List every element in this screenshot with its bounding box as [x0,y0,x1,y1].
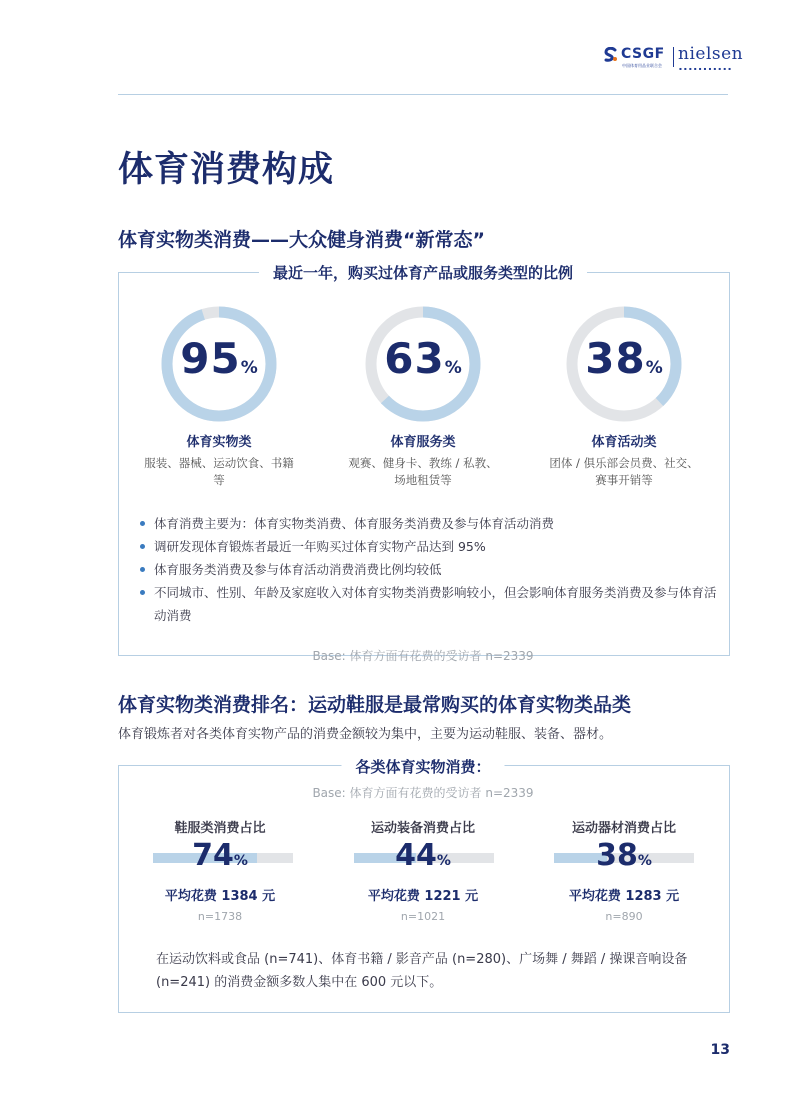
section2-intro: 体育锻炼者对各类体育实物产品的消费金额较为集中，主要为运动鞋服、装备、器材。 [118,727,613,742]
avg-spend-gear: 平均花费 1283 元 [568,889,680,904]
list-item: 体育消费主要为：体育实物类消费、体育服务类消费及参与体育活动消费 [138,512,720,535]
avg-spend-equipment: 平均花费 1221 元 [367,889,479,904]
donut-label-physical: 体育实物类 [186,435,252,450]
metric-value-unit: % [233,853,248,869]
donut-value-number: 63 [384,334,445,383]
metric-value-number: 74 [192,838,234,873]
donut-value-activity [544,334,704,383]
donut-label-service: 体育服务类 [390,435,456,450]
page-title: 体育消费构成 [118,150,335,190]
metric-value-unit: % [436,853,451,869]
list-item: 不同城市、性别、年龄及家庭收入对体育实物类消费影响较小，但会影响体育服务类消费及参与体育活动消费 [138,581,720,627]
donut-desc-activity: 团体 / 俱乐部会员费、社交、赛事开销等 [549,456,699,487]
metric-value-number: 44 [395,838,437,873]
donut-value-number: 38 [585,334,646,383]
nielsen-logo-dots: ▪▪▪▪▪▪▪▪▪▪▪ [679,66,734,71]
list-item: 调研发现体育锻炼者最近一年购买过体育实物产品达到 95% [138,535,720,558]
logo-separator [673,47,674,67]
section2-note: 在运动饮料或食品 (n=741)、体育书籍 / 影音产品 (n=280)、广场舞 / 舞蹈 / 操课音响设备 (n=241) 的消费金额多数人集中在 600 元以下。 [156,952,688,990]
page-number: 13 [710,1042,730,1058]
sample-size-equipment: n=1021 [400,910,446,923]
metric-value-gear [596,838,652,873]
donut-value-unit: % [240,358,258,378]
donut-desc-physical: 服装、器械、运动饮食、书籍等 [144,456,294,487]
metric-value-apparel [192,838,248,873]
csgf-logo-mark-icon [604,47,618,63]
donut-value-unit: % [444,358,462,378]
metric-value-equipment [395,838,451,873]
section2-box-title: 各类体育实物消费： [341,756,504,777]
nielsen-logo: nielsen [678,44,744,64]
metric-label-equipment: 运动装备消费占比 [370,821,476,836]
donut-value-unit: % [645,358,663,378]
donut-label-activity: 体育活动类 [591,435,657,450]
csgf-logo-subtext: 中国体育用品业联合会 [622,63,662,68]
metric-label-apparel: 鞋服类消费占比 [174,821,266,836]
metric-value-number: 38 [596,838,638,873]
header-divider [118,94,728,95]
donut-value-service [343,334,503,383]
csgf-logo [604,46,668,70]
section2-base-note: Base: 体育方面有花费的受访者 n=2339 [312,786,534,800]
donut-value-physical [139,334,299,383]
section2-heading: 体育实物类消费排名：运动鞋服是最常购买的体育实物类品类 [118,694,632,716]
sample-size-gear: n=890 [605,910,643,923]
section1-base-note: Base: 体育方面有花费的受访者 n=2339 [312,649,534,663]
csgf-logo-text: CSGF [621,46,665,62]
avg-spend-apparel: 平均花费 1384 元 [164,889,276,904]
donut-value-number: 95 [180,334,241,383]
donut-desc-service: 观赛、健身卡、教练 / 私教、场地租赁等 [348,456,498,487]
metric-value-unit: % [637,853,652,869]
section1-heading: 体育实物类消费——大众健身消费“新常态” [118,229,485,251]
sample-size-apparel: n=1738 [197,910,243,923]
section1-box-title: 最近一年，购买过体育产品或服务类型的比例 [259,262,587,283]
findings-list [138,512,720,627]
metric-label-gear: 运动器材消费占比 [571,821,677,836]
list-item: 体育服务类消费及参与体育活动消费消费比例均较低 [138,558,720,581]
